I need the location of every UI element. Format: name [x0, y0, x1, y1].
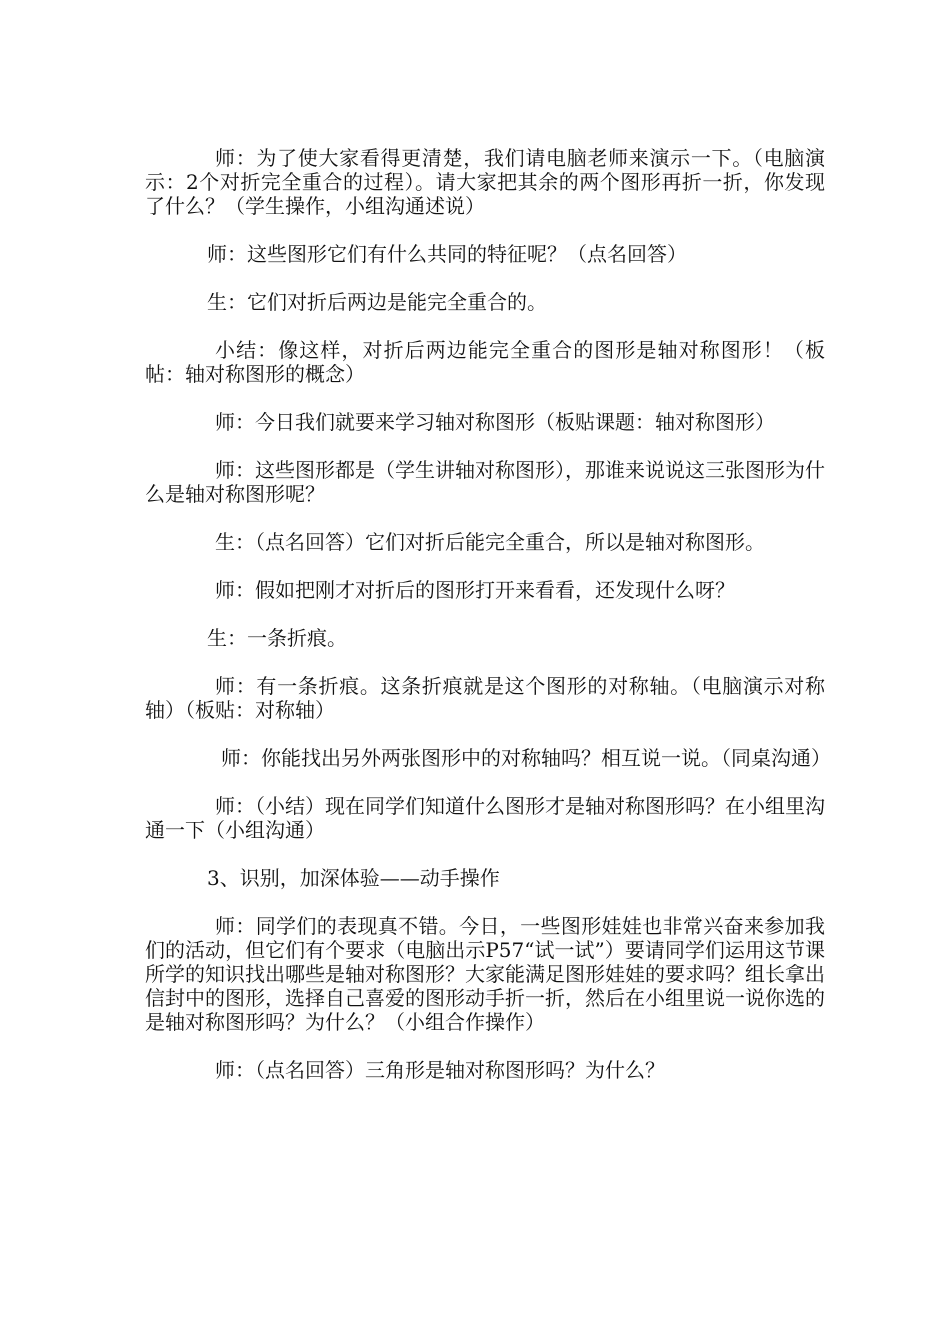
paragraph-triangle: 师：（点名回答）三角形是轴对称图形吗？为什么？ — [215, 1058, 665, 1082]
paragraph-common-feature: 师：这些图形它们有什么共同的特征呢？（点名回答） — [207, 242, 687, 266]
paragraph-student-reason: 生：（点名回答）它们对折后能完全重合，所以是轴对称图形。 — [215, 530, 765, 554]
paragraph-find-axis: 师：你能找出另外两张图形中的对称轴吗？相互说一说。（同桌沟通） — [221, 746, 831, 770]
paragraph-unfold: 师：假如把刚才对折后的图形打开来看看，还发现什么呀？ — [215, 578, 735, 602]
paragraph-crease: 生：一条折痕。 — [207, 626, 347, 650]
paragraph-group-summary: 师：（小结）现在同学们知道什么图形才是轴对称图形吗？在小组里沟通一下（小组沟通） — [145, 794, 825, 842]
paragraph-activity: 师：同学们的表现真不错。今日，一些图形娃娃也非常兴奋来参加我们的活动，但它们有个要求（电脑出示P57“试一试”）要请同学们运用这节课所学的知识找出哪些是轴对称图形？大家能满足图形娃娃的要求吗？组长拿出信封中的图形，选择自己喜爱的图形动手折一折，然后在小组里说一说你选的是轴对称图形吗？为什么？（小组合作操作） — [145, 914, 825, 1034]
paragraph-demo: 师：为了使大家看得更清楚，我们请电脑老师来演示一下。（电脑演示：2个对折完全重合的过程）。请大家把其余的两个图形再折一折，你发现了什么？（学生操作，小组沟通述说） — [145, 146, 825, 218]
section-heading: 3、识别，加深体验——动手操作 — [207, 866, 500, 890]
paragraph-student-answer: 生：它们对折后两边是能完全重合的。 — [207, 290, 547, 314]
paragraph-summary: 小结：像这样，对折后两边能完全重合的图形是轴对称图形！（板帖：轴对称图形的概念） — [145, 338, 825, 386]
paragraph-why: 师：这些图形都是（学生讲轴对称图形），那谁来说说这三张图形为什么是轴对称图形呢？ — [145, 458, 825, 506]
paragraph-topic: 师：今日我们就要来学习轴对称图形（板贴课题：轴对称图形） — [215, 410, 775, 434]
paragraph-axis: 师：有一条折痕。这条折痕就是这个图形的对称轴。（电脑演示对称轴）（板贴：对称轴） — [145, 674, 825, 722]
document-body — [145, 146, 831, 1106]
